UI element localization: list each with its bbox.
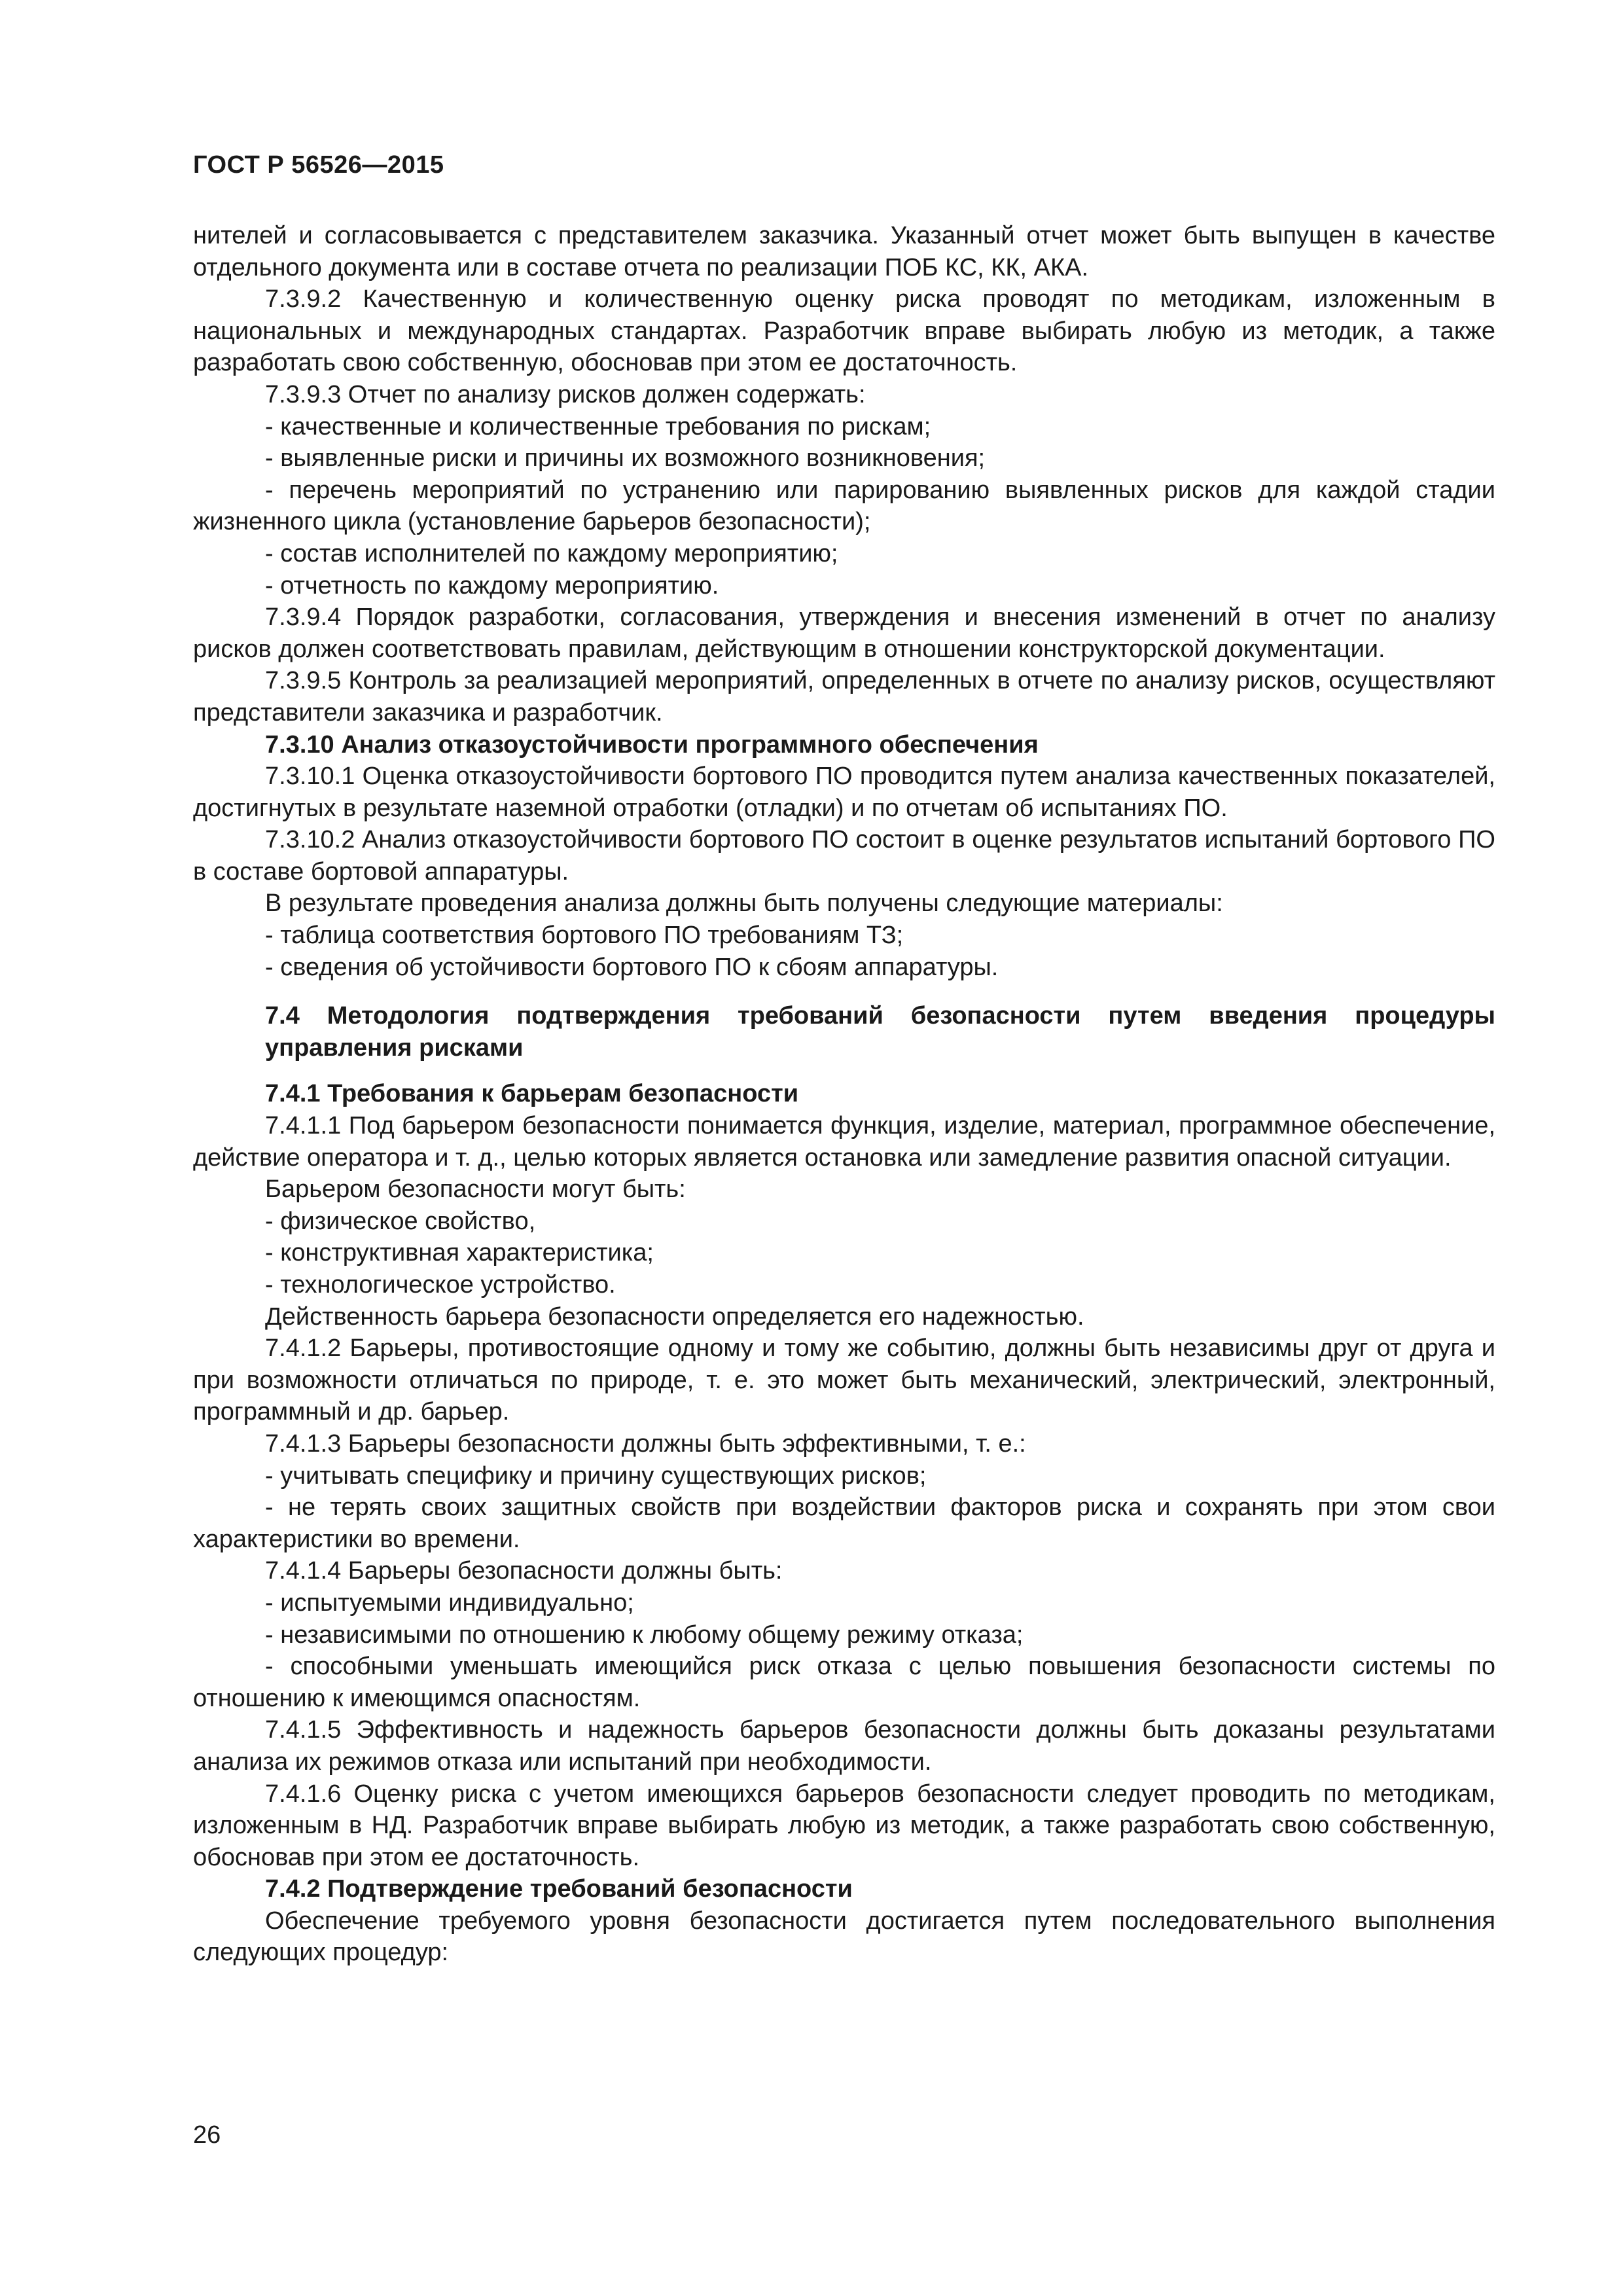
document-body — [193, 220, 1495, 1969]
paragraph: 7.4.1.3 Барьеры безопасности должны быть эффективными, т. е.: — [265, 1429, 1026, 1458]
paragraph: 7.3.10.1 Оценка отказоустойчивости бортового ПО проводится путем анализа качественных показателей, достигнутых в результате наземной отработки (отладки) и по отчетам об испытаниях ПО. — [193, 762, 1495, 822]
paragraph: 7.4.1.5 Эффективность и надежность барьеров безопасности должны быть доказаны результатами анализа их режимов отказа или испытаний при необходимости. — [193, 1716, 1495, 1776]
list-item: - технологическое устройство. — [265, 1271, 616, 1299]
paragraph: 7.4.1.1 Под барьером безопасности понимается функция, изделие, материал, программное обеспечение, действие оператора и т. д., целью которых является остановка или замедление развития опасной ситуации. — [193, 1112, 1495, 1172]
list-item: - выявленные риски и причины их возможного возникновения; — [265, 444, 986, 473]
subsection-heading: 7.4.2 Подтверждение требований безопасности — [265, 1875, 853, 1903]
paragraph: Действенность барьера безопасности определяется его надежностью. — [265, 1302, 1084, 1331]
paragraph: Барьером безопасности могут быть: — [265, 1175, 686, 1204]
paragraph: 7.3.9.4 Порядок разработки, согласования, утверждения и внесения изменений в отчет по анализу рисков должен соответствовать правилам, действующим в отношении конструкторской документации. — [193, 603, 1495, 663]
list-item: - независимыми по отношению к любому общему режиму отказа; — [265, 1621, 1024, 1649]
list-item: - перечень мероприятий по устранению или парированию выявленных рисков для каждой стадии жизненного цикла (установление барьеров безопасности); — [193, 476, 1495, 536]
list-item: - испытуемыми индивидуально; — [265, 1588, 634, 1617]
list-item: - способными уменьшать имеющийся риск отказа с целью повышения безопасности системы по отношению к имеющимся опасностям. — [193, 1653, 1495, 1712]
list-item: - качественные и количественные требования по рискам; — [265, 412, 931, 440]
subsection-heading: 7.4.1 Требования к барьерам безопасности — [265, 1080, 799, 1108]
list-item: - отчетность по каждому мероприятию. — [265, 571, 719, 600]
list-item: - учитывать специфику и причину существующих рисков; — [265, 1462, 927, 1490]
list-item: - состав исполнителей по каждому мероприятию; — [265, 539, 838, 567]
document-header: ГОСТ Р 56526—2015 — [193, 151, 444, 179]
paragraph: В результате проведения анализа должны быть получены следующие материалы: — [265, 889, 1223, 918]
list-item: - конструктивная характеристика; — [265, 1239, 654, 1267]
list-item: - таблица соответствия бортового ПО требованиям ТЗ; — [265, 922, 904, 950]
paragraph: 7.3.9.2 Качественную и количественную оценку риска проводят по методикам, изложенным в национальных и международных стандартах. Разработчик вправе выбирать любую из методик, а также разработать свою собственную, обосновав при этом ее достаточность. — [193, 285, 1495, 377]
paragraph: 7.3.10.2 Анализ отказоустойчивости бортового ПО состоит в оценке результатов испытаний бортового ПО в составе бортовой аппаратуры. — [193, 826, 1495, 886]
paragraph: нителей и согласовывается с представителем заказчика. Указанный отчет может быть выпущен в качестве отдельного документа или в составе отчета по реализации ПОБ КС, КК, АКА. — [193, 222, 1495, 281]
paragraph: Обеспечение требуемого уровня безопасности достигается путем последовательного выполнения следующих процедур: — [193, 1907, 1495, 1967]
section-heading: 7.4 Методология подтверждения требований безопасности путем введения процедуры управления рисками — [265, 1002, 1495, 1062]
paragraph: 7.3.9.5 Контроль за реализацией мероприятий, определенных в отчете по анализу рисков, осуществляют представители заказчика и разработчик. — [193, 667, 1495, 726]
page-number: 26 — [193, 2121, 221, 2149]
list-item: - физическое свойство, — [265, 1207, 536, 1235]
list-item: - не терять своих защитных свойств при воздействии факторов риска и сохранять при этом свои характеристики во времени. — [193, 1494, 1495, 1553]
paragraph: 7.4.1.4 Барьеры безопасности должны быть: — [265, 1557, 783, 1585]
list-item: - сведения об устойчивости бортового ПО к сбоям аппаратуры. — [265, 953, 999, 981]
subsection-heading: 7.3.10 Анализ отказоустойчивости программного обеспечения — [265, 730, 1039, 759]
paragraph: 7.4.1.6 Оценку риска с учетом имеющихся барьеров безопасности следует проводить по методикам, изложенным в НД. Разработчик вправе выбирать любую из методик, а также разработать свою собственную, обосновав при этом ее достаточность. — [193, 1780, 1495, 1871]
paragraph: 7.3.9.3 Отчет по анализу рисков должен содержать: — [265, 380, 866, 408]
paragraph: 7.4.1.2 Барьеры, противостоящие одному и тому же событию, должны быть независимы друг от друга и при возможности отличаться по природе, т. е. это может быть механический, электрический, электронный, программный и др. барьер. — [193, 1335, 1495, 1426]
